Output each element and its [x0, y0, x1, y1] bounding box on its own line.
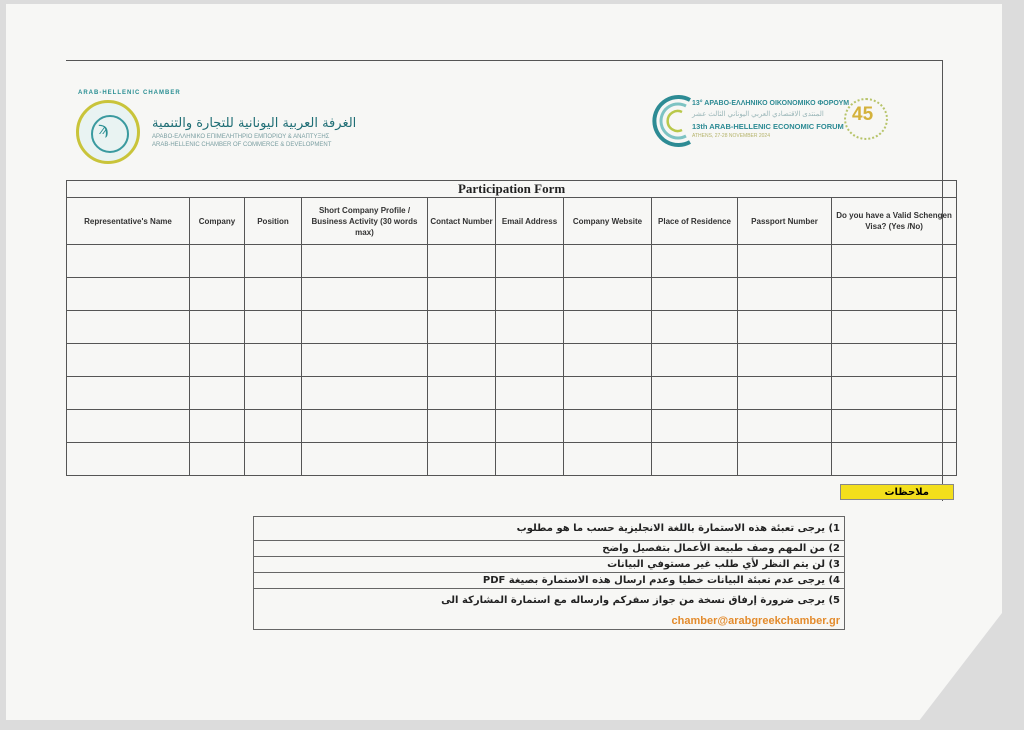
form-cell[interactable]: [738, 311, 832, 344]
form-cell[interactable]: [67, 245, 190, 278]
chamber-name-english: ARAB-HELLENIC CHAMBER OF COMMERCE & DEVELOPMENT: [152, 142, 332, 148]
form-cell[interactable]: [428, 278, 496, 311]
form-cell[interactable]: [428, 377, 496, 410]
forum-title-english: 13th ARAB-HELLENIC ECONOMIC FORUM: [692, 122, 844, 131]
forum-date: ATHENS, 27-28 NOVEMBER 2024: [692, 133, 770, 139]
form-cell[interactable]: [67, 344, 190, 377]
anniversary-badge: [842, 96, 890, 138]
form-cell[interactable]: [652, 443, 738, 476]
form-cell[interactable]: [190, 311, 245, 344]
form-cell[interactable]: [738, 245, 832, 278]
form-cell[interactable]: [832, 245, 957, 278]
form-cell[interactable]: [245, 278, 302, 311]
note-item: 4) يرجى عدم تعبئة البيانات خطيا وعدم ارسال هذه الاستمارة بصيغة PDF: [254, 573, 844, 589]
chamber-name-arabic: الغرفة العربية اليونانية للتجارة والتنمية: [152, 116, 357, 131]
form-cell[interactable]: [832, 410, 957, 443]
form-cell[interactable]: [67, 443, 190, 476]
notes-box: [253, 516, 845, 630]
form-cell[interactable]: [496, 443, 564, 476]
participation-table: [66, 180, 957, 476]
form-cell[interactable]: [190, 278, 245, 311]
table-row: [67, 344, 957, 377]
form-cell[interactable]: [738, 410, 832, 443]
form-cell[interactable]: [832, 344, 957, 377]
form-cell[interactable]: [428, 410, 496, 443]
form-cell[interactable]: [652, 311, 738, 344]
table-row: [67, 245, 957, 278]
form-cell[interactable]: [428, 245, 496, 278]
form-cell[interactable]: [496, 410, 564, 443]
form-cell[interactable]: [245, 377, 302, 410]
form-cell[interactable]: [302, 344, 428, 377]
letterhead: [66, 86, 942, 172]
chamber-seal-logo: ϡ: [76, 100, 140, 164]
form-cell[interactable]: [302, 278, 428, 311]
form-cell[interactable]: [190, 377, 245, 410]
form-cell[interactable]: [428, 344, 496, 377]
form-cell[interactable]: [245, 410, 302, 443]
form-cell[interactable]: [302, 443, 428, 476]
form-cell[interactable]: [496, 344, 564, 377]
form-cell[interactable]: [564, 278, 652, 311]
form-cell[interactable]: [564, 311, 652, 344]
form-cell[interactable]: [496, 311, 564, 344]
column-header: Company Website: [564, 198, 652, 245]
form-cell[interactable]: [67, 377, 190, 410]
form-cell[interactable]: [652, 278, 738, 311]
form-cell[interactable]: [67, 278, 190, 311]
form-cell[interactable]: [564, 344, 652, 377]
column-header: Email Address: [496, 198, 564, 245]
contact-email[interactable]: chamber@arabgreekchamber.gr: [671, 615, 840, 627]
column-header: Representative's Name: [67, 198, 190, 245]
form-cell[interactable]: [302, 311, 428, 344]
form-cell[interactable]: [738, 278, 832, 311]
form-cell[interactable]: [302, 245, 428, 278]
form-cell[interactable]: [190, 410, 245, 443]
note-item: 3) لن يتم النظر لأي طلب غير مستوفي البيانات: [254, 557, 844, 573]
form-cell[interactable]: [67, 410, 190, 443]
note-item: 1) يرجى تعبئة هذه الاستمارة باللغة الانجليزية حسب ما هو مطلوب: [254, 517, 844, 541]
column-header: Company: [190, 198, 245, 245]
form-cell[interactable]: [190, 344, 245, 377]
table-row: [67, 410, 957, 443]
chamber-name-greek: ΑΡΑΒΟ-ΕΛΛΗΝΙΚΟ ΕΠΙΜΕΛΗΤΗΡΙΟ ΕΜΠΟΡΙΟΥ & ΑΝΑΠΤΥΞΗΣ: [152, 134, 330, 140]
form-cell[interactable]: [564, 443, 652, 476]
forum-title-greek: 13° ΑΡΑΒΟ-ΕΛΛΗΝΙΚΟ ΟΙΚΟΝΟΜΙΚΟ ΦΟΡΟΥΜ: [692, 100, 850, 107]
form-cell[interactable]: [652, 344, 738, 377]
column-header: Do you have a Valid Schengen Visa? (Yes /No): [832, 198, 957, 245]
column-header: Short Company Profile / Business Activity (30 words max): [302, 198, 428, 245]
form-cell[interactable]: [832, 443, 957, 476]
note-item: 5) يرجى ضرورة إرفاق نسخة من جواز سفركم وارساله مع استمارة المشاركة الى: [441, 595, 840, 606]
form-cell[interactable]: [302, 410, 428, 443]
form-cell[interactable]: [738, 377, 832, 410]
form-cell[interactable]: [496, 245, 564, 278]
forum-title-arabic: المنتدى الاقتصادي العربي اليوناني الثالث عشر: [692, 111, 824, 118]
column-header: Contact Number: [428, 198, 496, 245]
form-cell[interactable]: [564, 410, 652, 443]
table-row: [67, 311, 957, 344]
form-cell[interactable]: [67, 311, 190, 344]
table-row: [67, 377, 957, 410]
form-cell[interactable]: [652, 377, 738, 410]
form-cell[interactable]: [496, 377, 564, 410]
table-row: [67, 443, 957, 476]
form-cell[interactable]: [832, 311, 957, 344]
form-cell[interactable]: [738, 344, 832, 377]
chamber-seal-text: ARAB-HELLENIC CHAMBER: [78, 90, 181, 96]
form-cell[interactable]: [190, 245, 245, 278]
anniversary-number: 45: [852, 104, 874, 125]
form-cell[interactable]: [428, 311, 496, 344]
form-cell[interactable]: [496, 278, 564, 311]
form-cell[interactable]: [245, 245, 302, 278]
notes-label: ملاحظات: [840, 484, 954, 500]
column-header: Place of Residence: [652, 198, 738, 245]
form-cell[interactable]: [832, 278, 957, 311]
note-item: 2) من المهم وصف طبيعة الأعمال بتفصيل واضح: [254, 541, 844, 557]
table-row: [67, 278, 957, 311]
column-header: Passport Number: [738, 198, 832, 245]
form-cell[interactable]: [652, 245, 738, 278]
form-cell[interactable]: [245, 443, 302, 476]
column-header: Position: [245, 198, 302, 245]
form-cell[interactable]: [190, 443, 245, 476]
form-cell[interactable]: [564, 377, 652, 410]
form-title: Participation Form: [67, 181, 957, 198]
form-cell[interactable]: [245, 344, 302, 377]
form-cell[interactable]: [564, 245, 652, 278]
form-cell[interactable]: [245, 311, 302, 344]
form-cell[interactable]: [738, 443, 832, 476]
form-cell[interactable]: [652, 410, 738, 443]
form-cell[interactable]: [832, 377, 957, 410]
form-cell[interactable]: [302, 377, 428, 410]
form-cell[interactable]: [428, 443, 496, 476]
